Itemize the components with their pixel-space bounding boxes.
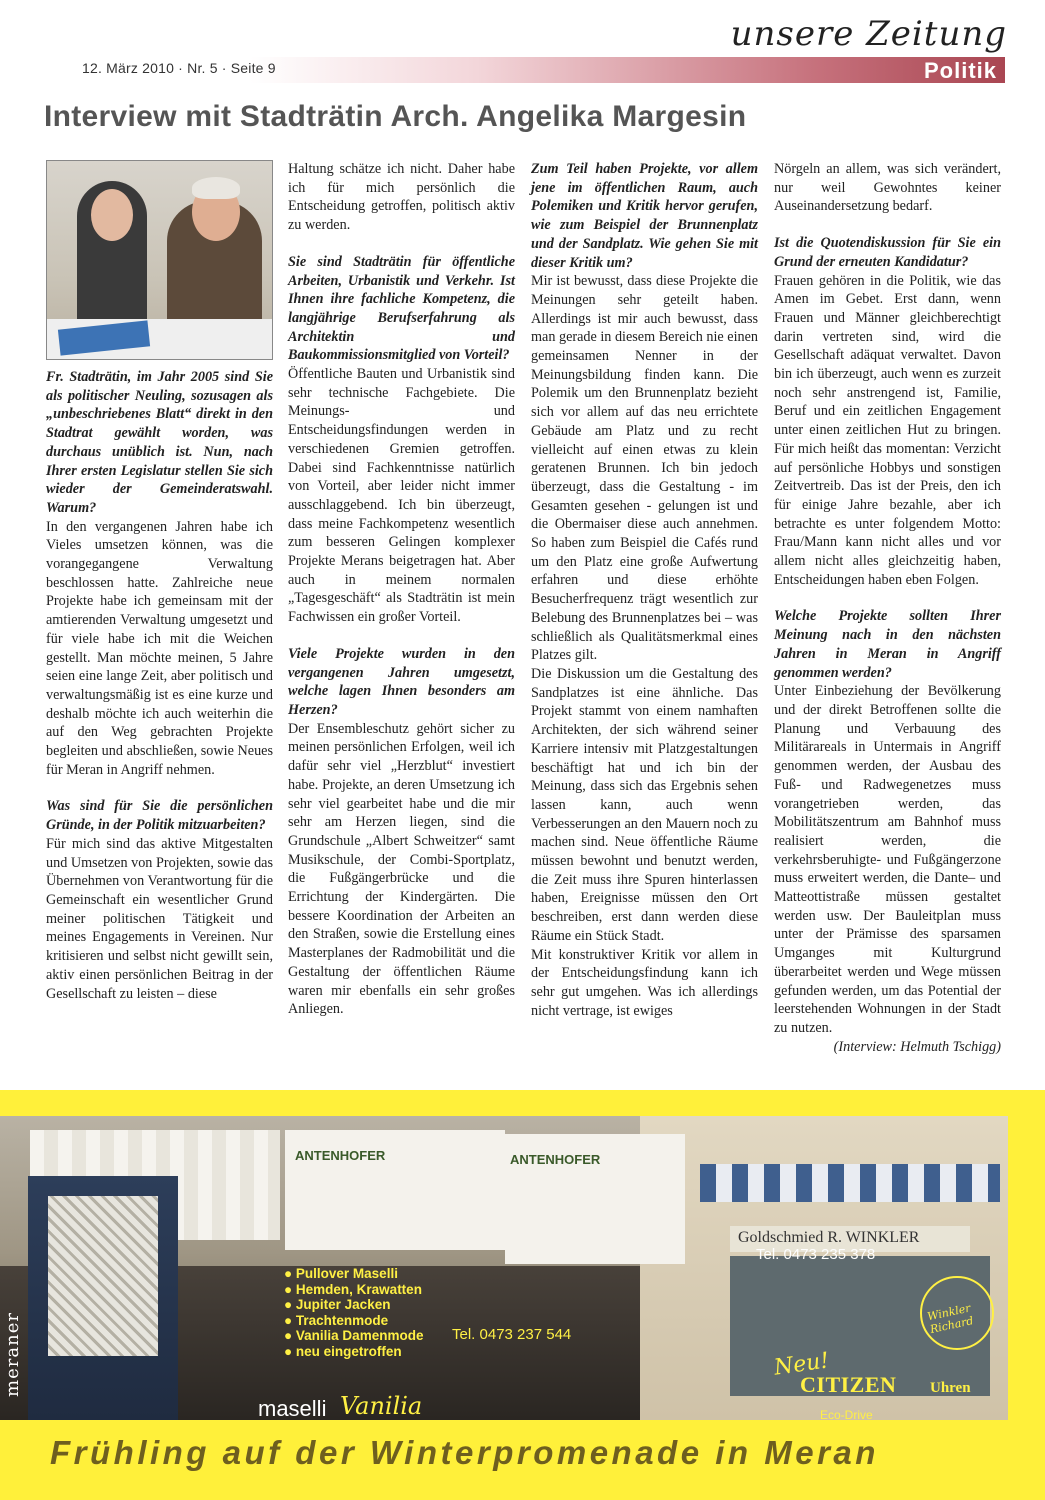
paragraph-gap <box>774 589 1001 607</box>
interview-answer: Die Diskussion um die Gestaltung des Sandplatzes ist eine ähnliche. Das Projekt stammt von einem namhaften Architekten, der sich während seiner Karriere intensiv mit Platzgestaltungen beschäftigt hat und ich bin der Meinung, dass sich das Ergebnis sehen lassen kann, auch wenn Verbesserungen an den Mauern noch zu machen sind. Neue öffentliche Räume müssen bewohnt und benutzt werden, die Zeit muss ihre Spuren hinterlassen haben, Ereignisse müssen den Ort beschreiben, erst dann werden diese Räume ein Stück Stadt. <box>531 665 758 944</box>
watches-label: Uhren <box>930 1380 971 1396</box>
product-item: ● Vanilia Damenmode <box>284 1328 423 1344</box>
advertisement <box>0 1090 1045 1500</box>
product-item: ● Jupiter Jacken <box>284 1297 423 1313</box>
date-line: 12. März 2010 · Nr. 5 · Seite 9 <box>82 60 276 76</box>
awning-striped <box>700 1164 1000 1202</box>
awning-sign: ANTENHOFER <box>295 1148 386 1163</box>
page-header <box>0 0 1045 100</box>
rubric-label: Politik <box>923 58 997 83</box>
brand-citizen: CITIZEN <box>800 1372 897 1397</box>
interview-question: Fr. Stadträtin, im Jahr 2005 sind Sie als politischer Neuling, sozusagen als „unbeschriebenes Blatt“ direkt in den Stadtrat gewählt worden, was durchaus unüblich ist. Nun, nach Ihrer ersten Legislatur stellen Sie sich wieder der Gemeinderatswahl. Warum? <box>46 369 273 516</box>
interview-question: Viele Projekte wurden in den vergangenen Jahren umgesetzt, welche lagen Ihnen besonders am Herzen? <box>288 645 515 718</box>
paragraph-gap <box>288 235 515 253</box>
interview-answer: Mir ist bewusst, dass diese Projekte die Meinungen sehr geteilt haben. Allerdings ist mir auch bewusst, dass man gerade in diesem Bereich nie einen gemeinsamen Nenner in der Meinungsbildung finden kann. Die Polemik um den Brunnenplatz bezieht sich vor allem auf das neu errichtete Gebäude am Platz und zu recht vielleicht auf einen etwas zu klein geratenen Brunnen. Ich bin jedoch überzeugt, dass die Gestaltung - im Gesamten gesehen - gelungen ist und die Obermaiser diese auch annehmen. So haben zum Beispiel die Cafés rund um den Platz eine große Aufwertung erfahren und diese erhöhte Besucherfrequenz trägt wesentlich zur Belebung des Brunnenplatzes bei – was schließlich als Qualitätsmerkmal eines Platzes gilt. <box>531 273 758 664</box>
phone-number-right: Tel. 0473 235 378 <box>756 1246 876 1263</box>
interview-answer: Frauen gehören in die Politik, wie das Amen im Gebet. Erst dann, wenn Frauen und Männer gleichberechtigt darin vertreten sind, wird die Gesellschaft adäquat verwaltet. Davon bin ich überzeugt, auch wenn es zurzeit noch sehr anstrengend ist, Familie, Beruf und ein zeitlichen Engagement unter einen zeitlichen Hut zu bringen. Für mich heißt das momentan: Verzicht auf persönliche Hobbys und sonstigen Zeitvertreib. Das ist der Preis, den ich für einige Jahre bezahle, aber ich betrachte es unter folgendem Motto: Frau/Mann kann nicht alles und vor allem nicht alles gleichzeitig haben, Entscheidungen haben eben Folgen. <box>774 272 1001 588</box>
product-item: ● neu eingetroffen <box>284 1344 423 1360</box>
interview-answer: Öffentliche Bauten und Urbanistik sind sehr technische Fachgebiete. Die Meinungs- und Entscheidungsfindungen werden in verschiedenen Gremien getroffen. Dabei sind Fachkenntnisse natürlich von Vorteil, aber leider nicht immer ausschlaggebend. Ich bin überzeugt, dass meine Fachkompetenz wesentlich zum besseren Gelingen komplexer Projekte Merans beigetragen hat. Aber auch in meinem normalen „Tagesgeschäft“ als Stadträtin ist mein Fachwissen ein großer Vorteil. <box>288 366 515 626</box>
product-item: ● Pullover Maselli <box>284 1266 423 1282</box>
paragraph-gap <box>46 779 273 797</box>
interview-credit: (Interview: Helmuth Tschigg) <box>833 1038 1001 1055</box>
interview-answer: Haltung schätze ich nicht. Daher habe ich für mich persönlich die Entscheidung getroffen, politisch aktiv zu werden. <box>288 161 515 234</box>
interview-photo <box>46 160 273 360</box>
interview-question: Zum Teil haben Projekte, vor allem jene im öffentlichen Raum, auch Polemiken und Kritik hervor gerufen, wie zum Beispiel der Brunnenplatz und der Sandplatz. Wie gehen Sie mit dieser Kritik um? <box>531 161 758 271</box>
product-list <box>284 1266 423 1360</box>
interview-answer: Nörgeln an allem, was sich verändert, nur weil Gewohntes keiner Auseinandersetzung bedarf. <box>774 161 1001 215</box>
masthead: unsere Zeitung <box>730 14 1007 54</box>
interview-answer: Mit konstruktiver Kritik vor allem in der Entscheidungsfindung kann ich sehr gut umgehen. Was ich allerdings nicht vertrage, ist ewiges <box>531 946 758 1019</box>
article-headline: Interview mit Stadträtin Arch. Angelika Margesin <box>44 100 747 133</box>
interview-question: Welche Projekte sollten Ihrer Meinung nach in den nächsten Jahren in Meran in Angriff genommen werden? <box>774 608 1001 681</box>
brand-vanilia: Vanilia <box>340 1392 423 1420</box>
brand-maselli: maselli <box>258 1396 327 1420</box>
storefront-photo <box>0 1116 1008 1420</box>
side-label: meraner <box>1 1312 23 1397</box>
interview-answer: Für mich sind das aktive Mitgestalten und Umsetzen von Projekten, sowie das Übernehmen von Verantwortung für die Gemeinschaft ein wesentlicher Grund meiner politischen Tätigkeit und meines Engagements in Vereinen. Nur kritisieren und selbst nicht gewillt sein, aktiv einen persönlichen Beitrag in der Gesellschaft zu leisten – diese <box>46 835 273 1002</box>
paragraph-gap <box>288 627 515 645</box>
interview-answer: Unter Einbeziehung der Bevölkerung und der direkt Betroffenen sollte die Planung und Verbauung des Militärareals in Untermais in Angriff genommen werden, der Ausbau des Fuß- und Radwegenetzes muss vorangetrieben werden, das Mobilitätszentrum am Bahnhof muss realisiert werden, die verkehrsberuhigte- und Fußgängerzone muss erweitert werden, die Dante– und Matteottistraße müssen gestaltet werden usw. Der Bauleitplan muss unter der Prämisse des sparsamen Umganges mit Kulturgrund überarbeitet werden und Wege müssen gefunden werden, um das Potential der leerstehenden Wohnungen in der Stadt zu nutzen. <box>774 683 1001 1036</box>
winkler-logo-text: Winkler Richard <box>926 1301 975 1337</box>
lamp-grid <box>48 1196 158 1356</box>
article-column-4 <box>774 160 1001 1056</box>
product-item: ● Trachtenmode <box>284 1313 423 1329</box>
interview-answer: Der Ensembleschutz gehört sicher zu meinen persönlichen Erfolgen, weil ich dafür sehr viel „Herzblut“ investiert habe. Projekte, an deren Umsetzung ich sehr viel gearbeitet habe und die mir sehr am Herzen liegen, sind die Grundschule „Albert Schweitzer“ samt Musikschule, der Combi-Sportplatz, die Fußgängerbrücke und die Errichtung der Kindergärten. Die bessere Koordination der Arbeiten an den Straßen, sowie die Erstellung eines Masterplanes der Radmobilität und die Gestaltung der öffentlichen Räume waren mir ebenfalls ein sehr großes Anliegen. <box>288 720 515 1018</box>
awning-sign: ANTENHOFER <box>510 1152 601 1167</box>
new-label: Neu! <box>772 1348 831 1381</box>
interview-question: Ist die Quotendiskussion für Sie ein Grund der erneuten Kandidatur? <box>774 235 1001 270</box>
interview-answer: In den vergangenen Jahren habe ich Vieles umsetzen können, was die vorangegangene Verwaltung beschlossen hatte. Zahlreiche neue Projekte habe ich gemeinsam mit der amtierenden Verwaltung umgesetzt und für viele habe ich mit die Weichen gestellt. Man möchte meinen, 5 Jahre seien eine lange Zeit, aber politisch und verwaltungsmäßig ist es eine kurze und deshalb möchte ich auch weiterhin die auf den Weg gebrachten Projekte begleiten und abschließen, sowie Neues für Meran in Angriff nehmen. <box>46 518 273 778</box>
eco-drive-label: Eco-Drive <box>820 1408 873 1420</box>
article-column-2 <box>288 160 515 1019</box>
goldsmith-sign: Goldschmied R. WINKLER <box>730 1226 970 1252</box>
phone-number-left: Tel. 0473 237 544 <box>452 1326 572 1343</box>
interview-question: Sie sind Stadträtin für öffentliche Arbeiten, Urbanistik und Verkehr. Ist Ihnen ihre fachliche Kompetenz, die langjährige Berufserfahrung als Architektin und Baukommissionsmitglied von Vorteil? <box>288 253 515 364</box>
paragraph-gap <box>774 216 1001 234</box>
rubric-bar <box>250 57 1005 83</box>
product-item: ● Hemden, Krawatten <box>284 1282 423 1298</box>
article-column-3 <box>531 160 758 1020</box>
article-column-1 <box>46 160 273 1003</box>
ad-slogan: Frühling auf der Winterpromenade in Meran <box>50 1434 879 1471</box>
interview-question: Was sind für Sie die persönlichen Gründe, in der Politik mitzuarbeiten? <box>46 798 273 834</box>
